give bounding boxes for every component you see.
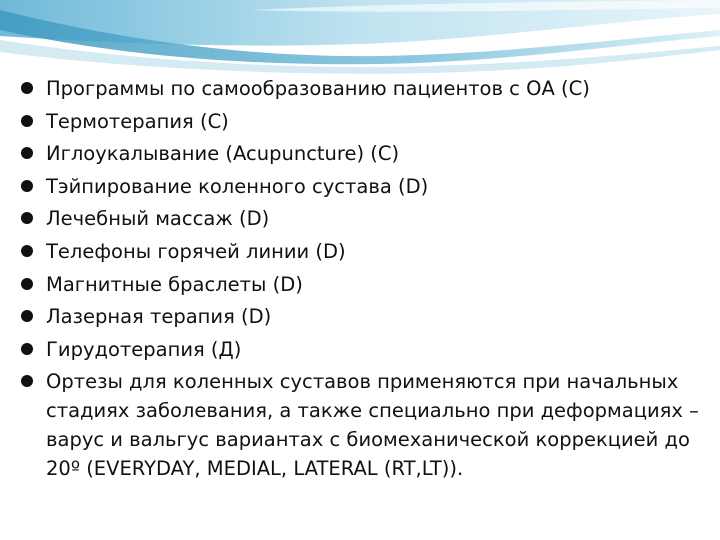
- list-item-text: Тэйпирование коленного сустава (D): [46, 174, 429, 198]
- bullet-dot-icon: [21, 375, 33, 387]
- bullet-dot-icon: [21, 245, 33, 257]
- list-item: [0, 302, 720, 331]
- list-item-text: Лечебный массаж (D): [46, 207, 270, 231]
- bullet-dot-icon: [21, 343, 33, 355]
- header-wave-decoration: [0, 0, 720, 80]
- bullet-dot-icon: [21, 278, 33, 290]
- list-item: [0, 270, 720, 299]
- list-item-text: Гирудотерапия (Д): [46, 337, 242, 361]
- list-item-text: Термотерапия (С): [46, 109, 229, 133]
- list-item: [0, 172, 720, 201]
- list-item: [0, 107, 720, 136]
- list-item-text: Иглоукалывание (Acupuncture) (C): [46, 142, 400, 166]
- list-item-text: Программы по самообразованию пациентов с ОА (С): [46, 77, 590, 100]
- bullet-dot-icon: [21, 82, 33, 94]
- bullet-dot-icon: [21, 115, 33, 127]
- bullet-dot-icon: [21, 212, 33, 224]
- list-item: [0, 237, 720, 266]
- bullet-dot-icon: [21, 180, 33, 192]
- list-item-text: Ортезы для коленных суставов применяются при начальных стадиях заболевания, а также специально при деформациях – варус и вальгус вариантах с биомеханической коррекцией до 20º (EVERYDAY, MEDIAL, LATERAL (RT,LT)).: [46, 370, 699, 481]
- list-item-text: Телефоны горячей линии (D): [46, 239, 346, 263]
- bullet-list: [0, 74, 720, 487]
- list-item-text: Магнитные браслеты (D): [46, 272, 303, 296]
- bullet-dot-icon: [21, 147, 33, 159]
- list-item: [0, 74, 720, 103]
- list-item-text: Лазерная терапия (D): [46, 305, 272, 329]
- list-item: [0, 367, 720, 483]
- list-item: [0, 335, 720, 364]
- list-item: [0, 204, 720, 233]
- bullet-dot-icon: [21, 310, 33, 322]
- list-item: [0, 139, 720, 168]
